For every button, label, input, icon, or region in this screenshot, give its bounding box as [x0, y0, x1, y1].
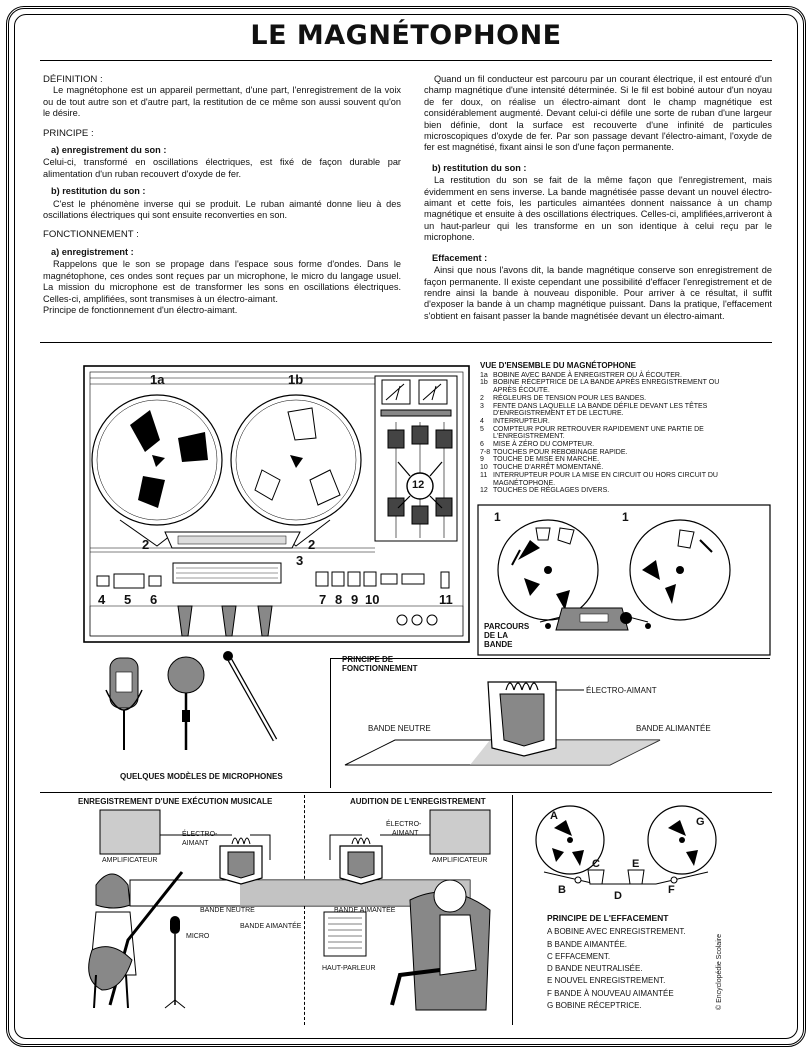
principe-heading: PRINCIPE : [43, 127, 94, 139]
enreg-aimantee-label: BANDE AIMANTÉE [240, 923, 302, 930]
enreg-neutre-label: BANDE NEUTRE [200, 907, 255, 914]
audition-hp-label: HAUT-PARLEUR [322, 965, 376, 972]
eff-item: D BANDE NEUTRALISÉE. [547, 964, 643, 974]
audition-aimantee-label: BANDE AIMANTÉE [334, 907, 396, 914]
effacement-legend [547, 912, 717, 1012]
legend-key: 2 [480, 394, 484, 402]
pf-neutre-label: BANDE NEUTRE [368, 724, 431, 733]
microphones-caption: QUELQUES MODÈLES DE MICROPHONES [120, 772, 283, 781]
enreg-electro-1: ÉLECTRO- [182, 831, 218, 838]
legend-key: 12 [480, 487, 488, 495]
eff-letter-g: G [696, 816, 705, 828]
legend-text: MISE À ZÉRO DU COMPTEUR. [493, 441, 595, 449]
legend-key: 10 [480, 464, 488, 472]
principe-b-heading: b) restitution du son : [51, 186, 146, 197]
pf-aimantee-label: BANDE ALIMANTÉE [636, 724, 711, 733]
audition-electro-1: ÉLECTRO- [386, 821, 422, 828]
eff-title: PRINCIPE DE L'EFFACEMENT [547, 913, 669, 923]
eff-letter-c: C [592, 858, 600, 870]
fonctionnement-heading: FONCTIONNEMENT : [43, 229, 139, 241]
legend-text: TOUCHES POUR REBOBINAGE RAPIDE. [493, 448, 628, 456]
credit: © Encyclopédie Scolaire [716, 934, 723, 1010]
legend-text: TOUCHE DE MISE EN MARCHE. [493, 456, 600, 464]
principe-b-text: C'est le phénomène inverse qui se produit. Le ruban aimanté donne lieu à des oscillations électriques qui sont ensuite reconverties en son. [43, 198, 401, 221]
eff-letter-b: B [558, 884, 566, 896]
effacement-heading: Effacement : [432, 252, 488, 263]
label-7: 7 [319, 592, 327, 607]
label-3: 3 [296, 553, 304, 568]
legend-text: BOBINE RÉCEPTRICE DE LA BANDE APRÈS ENREGISTREMENT OU APRÈS ÉCOUTE. [493, 379, 720, 395]
parcours-label-2: DE LA [484, 631, 508, 640]
eff-letter-e: E [632, 858, 640, 870]
eff-item: G BOBINE RÉCEPTRICE. [547, 1001, 642, 1011]
legend-text: TOUCHE D'ARRÊT MOMENTANÉ. [493, 464, 604, 472]
legend-text: COMPTEUR POUR RETROUVER RAPIDEMENT UNE PARTIE DE L'ENREGISTREMENT. [493, 425, 704, 441]
fonctionnement-a-text: Rappelons que le son se propage dans l'espace sous forme d'ondes. Dans le magnétophone, ces ondes sont reçues par un microphone, le micro du langage usuel. La mission du microphone est de transformer les sons en oscillations électriques. Celles-ci, amplifiées, sont transmises à un électro-aimant. [43, 259, 401, 304]
eff-item: B BANDE AIMANTÉE. [547, 939, 628, 949]
pf-title-1: PRINCIPE DE [342, 655, 394, 664]
eff-letter-f: F [668, 884, 675, 896]
legend-text: RÉGLEURS DE TENSION POUR LES BANDES. [493, 394, 647, 402]
fonctionnement-a-heading: a) enregistrement : [51, 246, 134, 257]
parcours-label-1: PARCOURS [484, 622, 530, 631]
label-1a: 1a [150, 372, 165, 387]
label-4: 4 [98, 592, 106, 607]
legend-text: TOUCHES DE RÉGLAGES DIVERS. [493, 487, 610, 495]
definition-text: Le magnétophone est un appareil permettant, d'une part, l'enregistrement de la voix ou de tout autre son et d'autre part, la restitution de ce même son aussi souvent qu'on le désire. [43, 85, 401, 119]
page-title: LE MAGNÉTOPHONE [250, 20, 562, 51]
label-8: 8 [335, 592, 343, 607]
legend-key: 6 [480, 441, 484, 449]
legend-key: 7-8 [480, 448, 491, 456]
label-10: 10 [365, 592, 380, 607]
legend-key: 9 [480, 456, 484, 464]
legend-key: 3 [480, 402, 484, 410]
label-1b: 1b [288, 372, 304, 387]
restitution-heading: b) restitution du son : [432, 162, 527, 173]
definition-heading: DÉFINITION : [43, 74, 103, 85]
audition-title: AUDITION DE L'ENREGISTREMENT [350, 797, 486, 806]
electro-text: Quand un fil conducteur est parcouru par un courant électrique, il est entouré d'un champ magnétique d'une intensité déterminée. Si le fil est bobiné autour d'un noyau de fer doux, on réalise un électro-aimant dont le champ magnétique est considérablement augmenté. Devant celui-ci défile une sorte de ruban d'une largeur bien définie, dont la surface est recouverte d'une infinité de particules microscopiques d'oxyde de fer. Par son passage devant l'électro-aimant, l'oxyde de fer est magnétisé, fixant ainsi le son d'une façon permanente. [424, 74, 772, 153]
effacement-text: Ainsi que nous l'avons dit, la bande magnétique conserve son enregistrement de façon permanente. Il existe cependant une possibilité d'effacer l'enregistrement et de rendre ainsi la bande à nouveau disponible. Pour arriver à ce résultat, il suffit d'exposer la bande à un champ magnétique puissant. Dans la pratique, l'effacement s'obtient en faisant passer la bande magnétisée devant un électro-aimant. [424, 265, 772, 321]
audition-electro-2: AIMANT [392, 830, 419, 837]
label-6: 6 [150, 592, 158, 607]
legend-key: 11 [480, 471, 488, 479]
legend-key: 1a [480, 371, 488, 379]
enreg-ampli-label: AMPLIFICATEUR [102, 857, 158, 864]
eff-item: C EFFACEMENT. [547, 951, 611, 961]
legend-key: 4 [480, 417, 484, 425]
label-2-right: 2 [308, 537, 316, 552]
eff-item: E NOUVEL ENREGISTREMENT. [547, 976, 666, 986]
legend-key: 5 [480, 425, 484, 433]
principe-a-text: Celui-ci, transformé en oscillations électriques, est fixé de façon durable par alimentation d'un ruban recouvert d'oxyde de fer. [43, 157, 401, 179]
legend-text: INTERRUPTEUR POUR LA MISE EN CIRCUIT OU HORS CIRCUIT DU MAGNÉTOPHONE. [493, 471, 718, 487]
label-5: 5 [124, 592, 132, 607]
enreg-electro-2: AIMANT [182, 840, 209, 847]
eff-letter-a: A [550, 810, 558, 822]
legend-text: FENTE DANS LAQUELLE LA BANDE DÉFILE DEVANT LES TÊTES D'ENREGISTREMENT ET DE LECTURE. [493, 402, 708, 418]
eff-item: F BANDE À NOUVEAU AIMANTÉE [547, 988, 674, 998]
enreg-micro-label: MICRO [186, 933, 210, 940]
pf-title-2: FONCTIONNEMENT [342, 664, 418, 673]
legend-title: VUE D'ENSEMBLE DU MAGNÉTOPHONE [480, 361, 636, 370]
legend-text: BOBINE AVEC BANDE À ENREGISTRER OU À ÉCOUTER. [493, 371, 682, 379]
principe-a-heading: a) enregistrement du son : [51, 145, 167, 156]
eff-letter-d: D [614, 890, 622, 902]
parcours-1-left: 1 [494, 510, 501, 524]
eff-item: A BOBINE AVEC ENREGISTREMENT. [547, 927, 686, 937]
label-11: 11 [439, 592, 453, 607]
label-12: 12 [412, 479, 425, 491]
label-2-left: 2 [142, 537, 150, 552]
enreg-title: ENREGISTREMENT D'UNE EXÉCUTION MUSICALE [78, 797, 273, 806]
fonctionnement-a-text2: Principe de fonctionnement d'un électro-aimant. [43, 304, 238, 315]
label-9: 9 [351, 592, 359, 607]
pf-electro-label: ÉLECTRO-AIMANT [586, 686, 657, 695]
restitution-text: La restitution du son se fait de la même façon que l'enregistrement, mais évidemment en sens inverse. La bande magnétisée passe devant un nouvel électro-aimant et cette fois, les particules aimantées donnent naissance à un champ magnétique et ensuite à des oscillations électriques. Celles-ci, amplifiées,arriveront à un haut-parleur qui les transforme en un son identique à celui reçu par le microphone. [424, 175, 772, 243]
parcours-1-right: 1 [622, 510, 629, 524]
legend-text: INTERRUPTEUR. [493, 417, 550, 425]
parcours-label-3: BANDE [484, 640, 513, 649]
legend-key: 1b [480, 379, 488, 387]
audition-ampli-label: AMPLIFICATEUR [432, 857, 488, 864]
